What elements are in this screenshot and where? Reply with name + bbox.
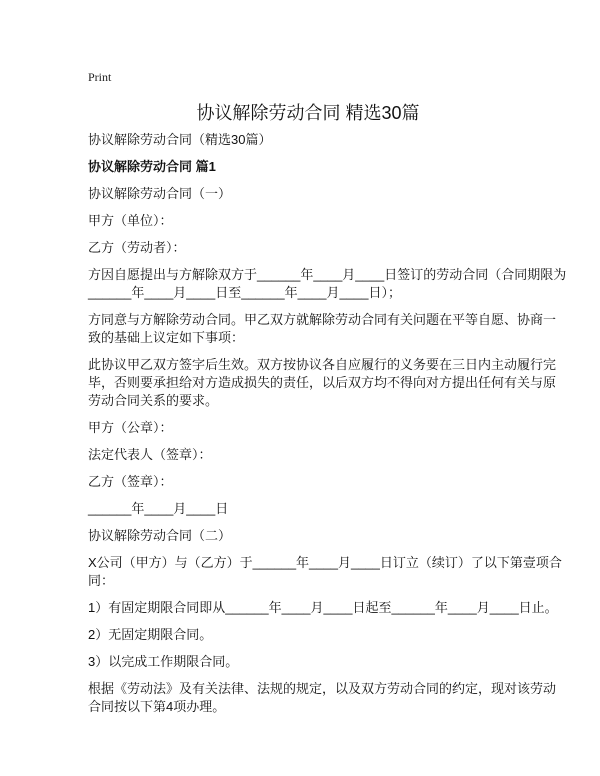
paragraph-line: 甲方（单位）：	[88, 213, 173, 228]
paragraph-line: 协议解除劳动合同（二）	[88, 528, 232, 543]
paragraph-line: 合同按以下第4项办理。	[88, 699, 226, 714]
paragraph	[88, 239, 528, 257]
paragraph-line: 法定代表人（签章）：	[88, 447, 212, 462]
paragraph-line: 1）有固定期限合同即从______年____月____日起至______年____月____日止。	[88, 600, 558, 615]
section-heading	[88, 158, 528, 176]
paragraph-line: 甲方（公章）：	[88, 420, 173, 435]
document-body	[88, 131, 567, 725]
paragraph-line: 2）无固定期限合同。	[88, 627, 213, 642]
paragraph-line: 3）以完成工作期限合同。	[88, 654, 239, 669]
paragraph-line: 劳动合同关系的要求。	[88, 393, 219, 408]
document-title: 协议解除劳动合同 精选30篇	[196, 103, 420, 123]
paragraph	[88, 554, 562, 590]
paragraph-line: 同：	[88, 573, 115, 588]
paragraph-line: 乙方（签章）：	[88, 474, 173, 489]
paragraph	[88, 446, 528, 464]
paragraph	[88, 527, 528, 545]
paragraph	[88, 419, 528, 437]
paragraph-line: 协议解除劳动合同（精选30篇）	[88, 132, 272, 147]
paragraph	[88, 626, 528, 644]
paragraph	[88, 680, 557, 716]
paragraph	[88, 356, 557, 410]
paragraph	[88, 473, 528, 491]
paragraph-line: ______年____月____日至______年____月____日）；	[88, 285, 401, 300]
paragraph-line: X公司（甲方）与（乙方）于______年____月____日订立（续订）了以下第壹项合	[88, 555, 562, 570]
paragraph-line: ______年____月____日	[88, 501, 229, 516]
paragraph	[88, 500, 528, 518]
paragraph-line: 根据《劳动法》及有关法律、法规的规定，以及双方劳动合同的约定，现对该劳动	[88, 681, 557, 696]
paragraph-line: 此协议甲乙双方签字后生效。双方按协议各自应履行的义务要在三日内主动履行完	[88, 357, 557, 372]
paragraph	[88, 131, 528, 149]
paragraph	[88, 266, 567, 302]
paragraph-line: 协议解除劳动合同 篇1	[88, 159, 216, 174]
paragraph	[88, 185, 528, 203]
print-label: Print	[88, 70, 112, 84]
paragraph-line: 致的基础上议定如下事项：	[88, 330, 245, 345]
paragraph	[88, 599, 558, 617]
paragraph-line: 方因自愿提出与方解除双方于______年____月____日签订的劳动合同（合同期限为	[88, 267, 567, 282]
paragraph-line: 乙方（劳动者）：	[88, 240, 186, 255]
paragraph-line: 方同意与方解除劳动合同。甲乙双方就解除劳动合同有关问题在平等自愿、协商一	[88, 312, 557, 327]
paragraph-line: 协议解除劳动合同（一）	[88, 186, 232, 201]
paragraph-line: 毕，否则要承担给对方造成损失的责任，以后双方均不得向对方提出任何有关与原	[88, 375, 557, 390]
paragraph	[88, 311, 557, 347]
paragraph	[88, 212, 528, 230]
paragraph	[88, 653, 528, 671]
